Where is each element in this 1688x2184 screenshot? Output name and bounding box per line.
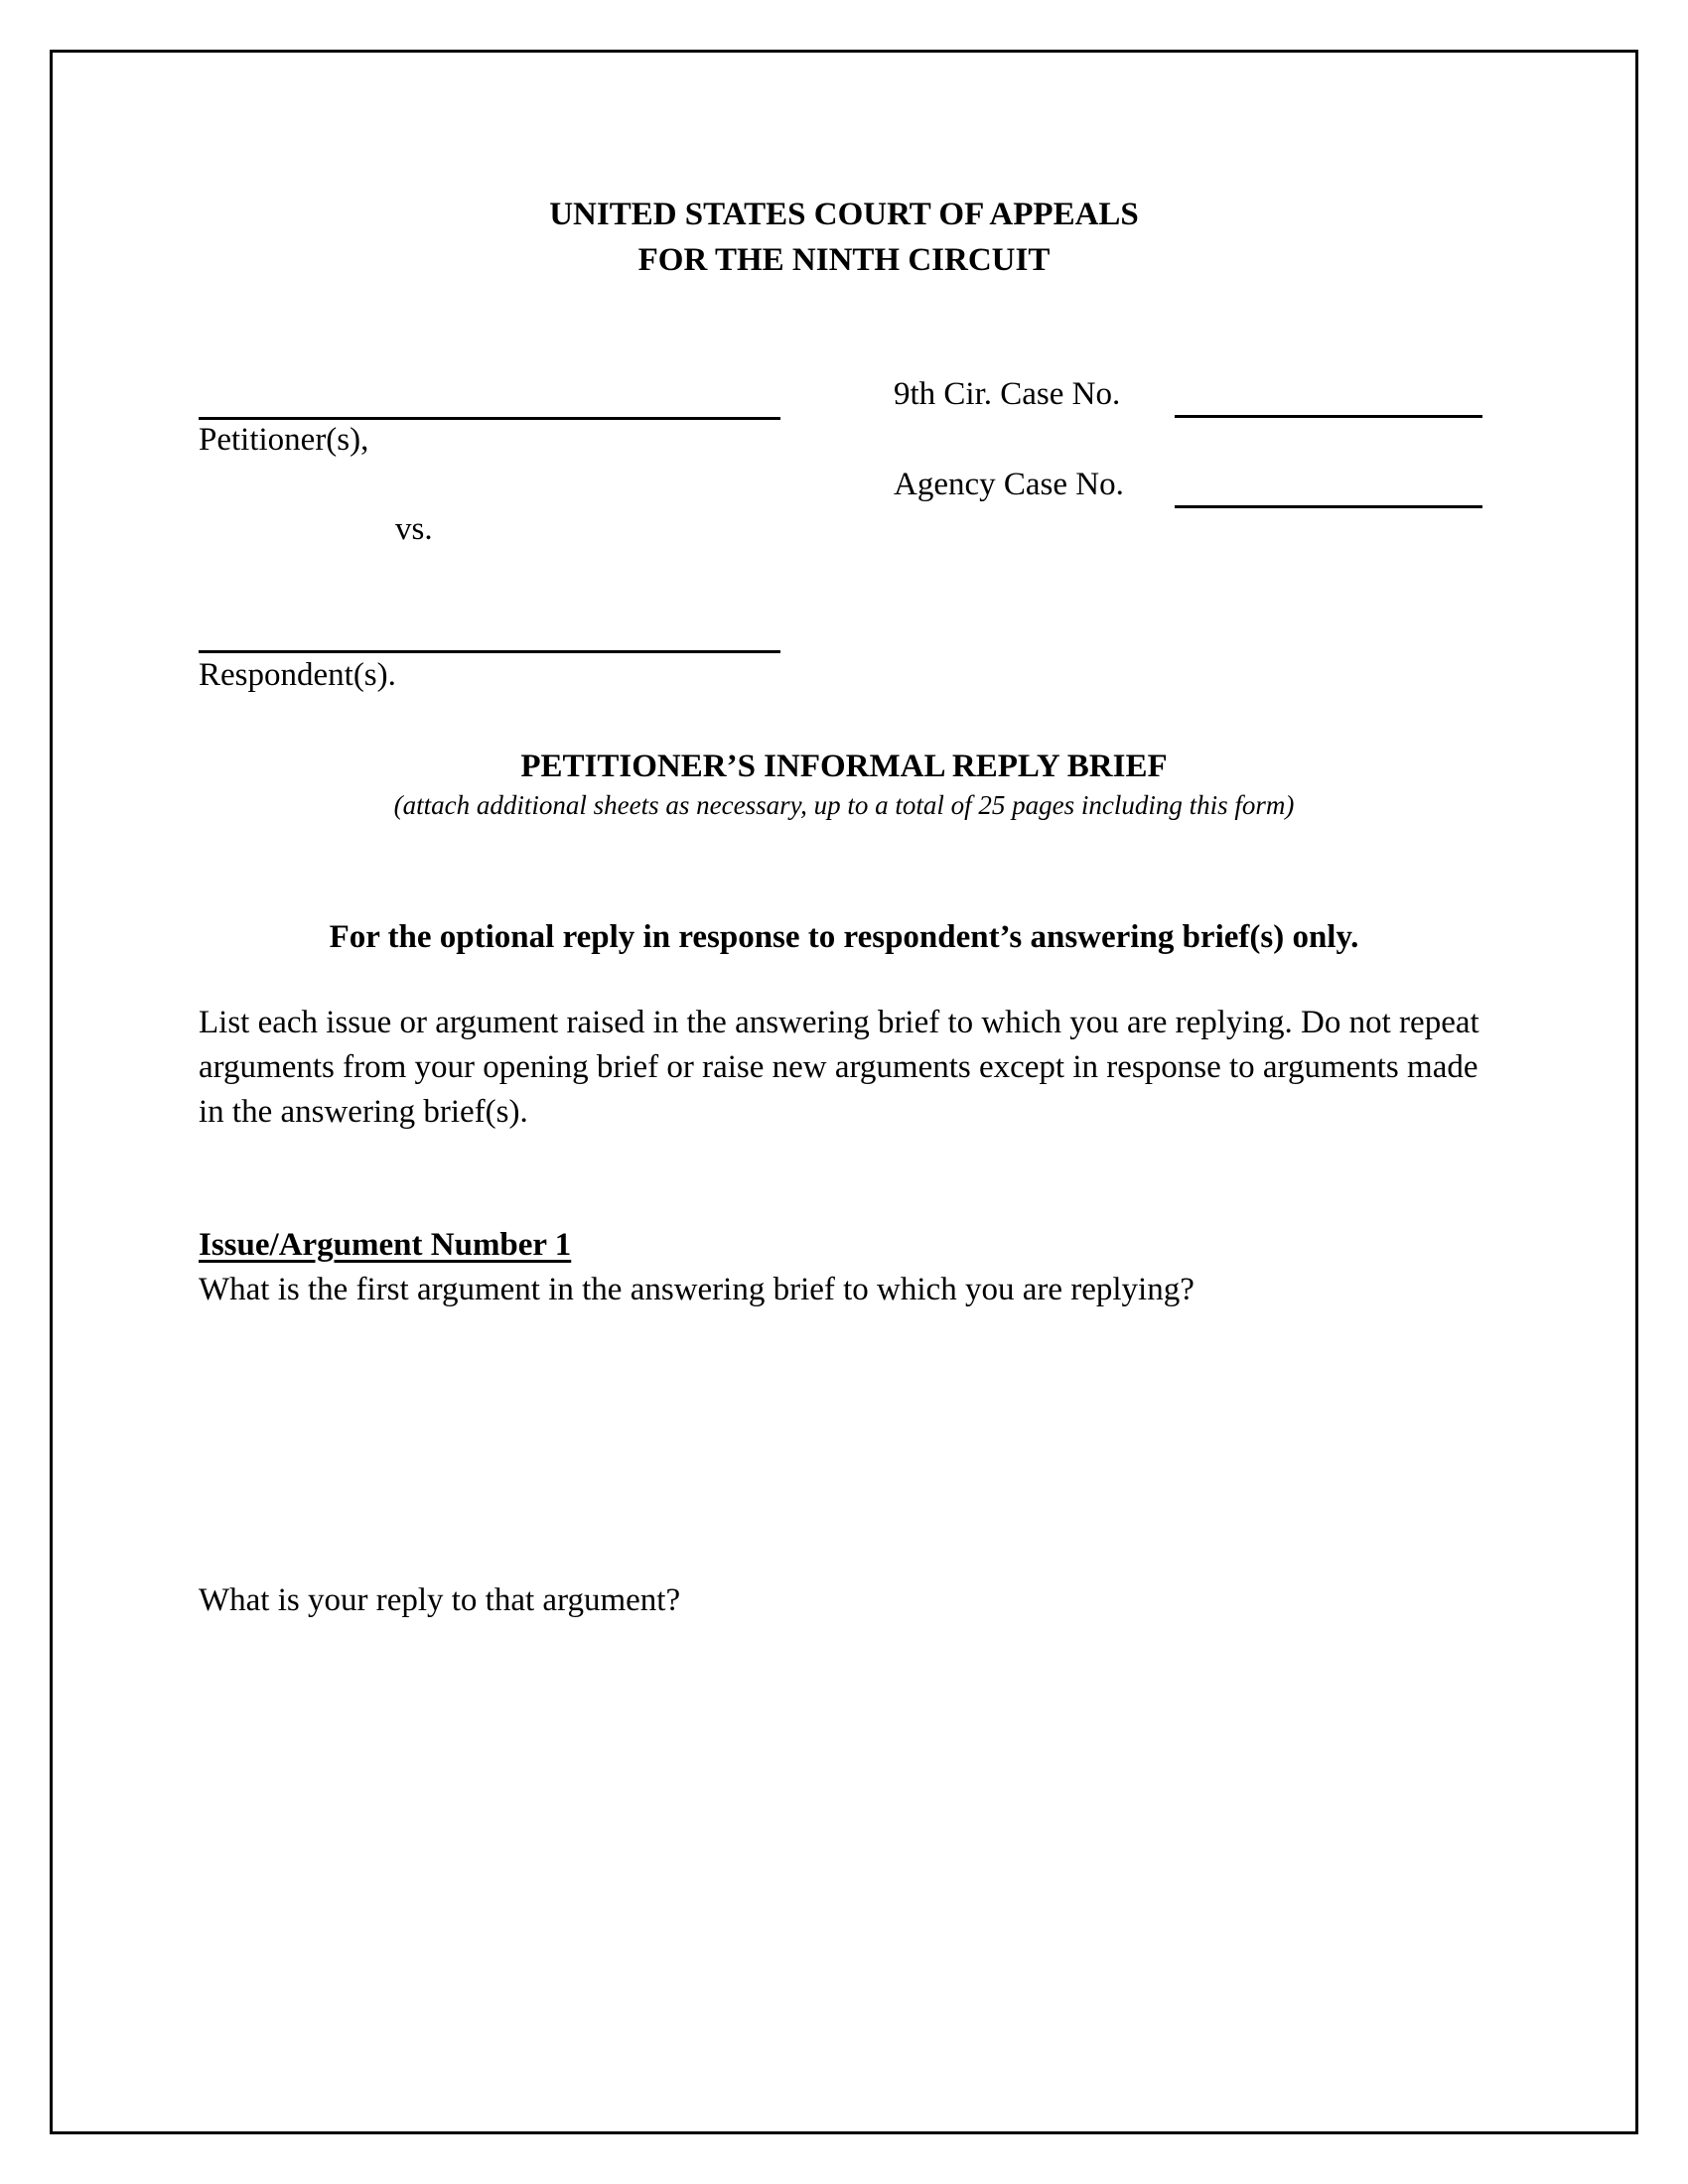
issue-1-heading: Issue/Argument Number 1 (199, 1227, 572, 1263)
issue-1-question-reply: What is your reply to that argument? (199, 1582, 681, 1618)
court-name-line2: FOR THE NINTH CIRCUIT (637, 242, 1051, 278)
petitioner-label: Petitioner(s), (199, 422, 369, 458)
instructions-paragraph: List each issue or argument raised in the answering brief to which you are replying. Do not repeat arguments from your opening brief or raise new arguments except in response to arguments made in the answering brief(s). (199, 1005, 1479, 1130)
form-subtitle: (attach additional sheets as necessary, up to a total of 25 pages including this form) (393, 790, 1295, 820)
issue-1-reply-answer-area[interactable] (199, 1633, 1509, 2080)
issue-1-question-argument: What is the first argument in the answering brief to which you are replying? (199, 1272, 1195, 1307)
form-title: PETITIONER’S INFORMAL REPLY BRIEF (520, 749, 1168, 784)
cir-case-number-field[interactable] (1175, 415, 1482, 418)
court-name-line1: UNITED STATES COURT OF APPEALS (549, 197, 1139, 232)
versus-label: vs. (395, 511, 433, 547)
issue-1-argument-answer-area[interactable] (199, 1320, 1509, 1569)
agency-case-number-field[interactable] (1175, 505, 1482, 508)
scope-note: For the optional reply in response to respondent’s answering brief(s) only. (329, 919, 1359, 955)
respondent-label: Respondent(s). (199, 657, 396, 693)
petitioner-name-field[interactable] (199, 417, 780, 420)
cir-case-label: 9th Cir. Case No. (894, 376, 1121, 412)
agency-case-label: Agency Case No. (894, 467, 1124, 502)
respondent-name-field[interactable] (199, 650, 780, 653)
